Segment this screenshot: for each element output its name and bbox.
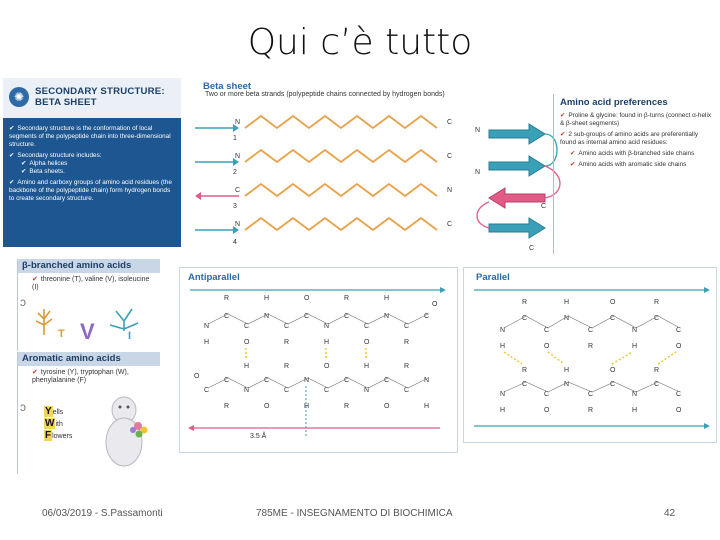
svg-text:C: C: [588, 327, 594, 334]
parallel-structure: [464, 268, 716, 442]
zigzag-strand: [245, 218, 437, 230]
svg-text:H: H: [424, 403, 430, 410]
beta-sheet-heading: Beta sheet: [203, 81, 252, 92]
aromatic-text: tyrosine (Y), tryptophan (W), phenylalanine (F): [32, 369, 129, 384]
svg-text:C: C: [324, 387, 330, 394]
antiparallel-panel: [179, 267, 458, 453]
svg-text:O: O: [244, 339, 250, 346]
antiparallel-title: Antiparallel: [188, 272, 240, 283]
svg-text:C: C: [424, 313, 430, 320]
svg-text:C: C: [676, 391, 682, 398]
check-icon: ✔: [9, 179, 15, 186]
svg-text:C: C: [522, 315, 528, 322]
slide-title: Qui c’è tutto: [247, 22, 473, 63]
svg-text:H: H: [564, 299, 570, 306]
svg-text:C: C: [224, 313, 230, 320]
check-icon: ✔: [32, 369, 38, 376]
sheet-arrow-model: [475, 124, 560, 252]
amino-acid-preferences-panel: [553, 94, 716, 254]
svg-text:H: H: [564, 367, 570, 374]
strand-number: 1: [233, 135, 237, 142]
sheet-arrow-up: [489, 218, 545, 238]
distance-label: 3.5 Å: [250, 433, 267, 440]
svg-text:C: C: [544, 327, 550, 334]
letter-i: I: [128, 330, 132, 342]
check-icon: ✔: [32, 276, 38, 283]
strand-end: N: [447, 187, 453, 194]
svg-text:C: C: [404, 323, 410, 330]
aromatic-panel: [17, 352, 160, 474]
strand-end: C: [447, 153, 453, 160]
strand-start: N: [235, 221, 241, 228]
svg-text:R: R: [654, 299, 660, 306]
svg-text:C: C: [384, 377, 390, 384]
svg-text:C: C: [224, 377, 230, 384]
svg-text:C: C: [676, 327, 682, 334]
svg-text:C: C: [284, 387, 290, 394]
svg-text:C: C: [654, 315, 660, 322]
aromatic-heading: Aromatic amino acids: [18, 352, 160, 366]
svg-text:C: C: [654, 381, 660, 388]
strand-start: C: [235, 187, 241, 194]
svg-text:H: H: [384, 295, 390, 302]
strand-number: 4: [233, 239, 237, 246]
preference-point-2: 2 sub-groups of amino acids are preferentially found as internal amino acid residues:: [560, 131, 699, 146]
svg-text:R: R: [344, 295, 350, 302]
parallel-title: Parallel: [476, 272, 510, 283]
page-number: 42: [664, 508, 676, 519]
beta-branched-text: threonine (T), valine (V), isoleucine (I): [32, 276, 150, 291]
svg-text:O: O: [432, 301, 438, 308]
sheet-arrow-up: [489, 156, 545, 176]
svg-text:C: C: [364, 323, 370, 330]
svg-text:H: H: [364, 363, 370, 370]
beta-branched-panel: [17, 259, 160, 351]
svg-text:C: C: [544, 391, 550, 398]
svg-text:N: N: [324, 323, 330, 330]
svg-text:N: N: [564, 381, 570, 388]
svg-text:R: R: [344, 403, 350, 410]
svg-text:H: H: [304, 403, 310, 410]
sheet-label: N: [475, 127, 481, 134]
check-icon: ✔: [560, 112, 566, 119]
beta-sheet-description: Two or more beta strands (polypeptide chains connected by hydrogen bonds): [205, 91, 445, 98]
svg-text:O: O: [304, 295, 310, 302]
check-icon: ✔: [9, 125, 15, 132]
strand-row-2: [195, 150, 452, 176]
tree-icons: [32, 303, 152, 343]
strand-row-4: [195, 218, 452, 246]
preference-sub-1: Amino acids with β-branched side chains: [578, 150, 695, 157]
svg-text:N: N: [204, 323, 210, 330]
svg-text:R: R: [588, 343, 594, 350]
letter-v: V: [80, 319, 95, 343]
tree-icon: [110, 309, 138, 331]
svg-text:N: N: [564, 315, 570, 322]
check-icon: ✔: [570, 150, 576, 157]
ss-point-3: Amino and carboxy groups of amino acid residues (the backbone of the polypeptide chain) form hydrogen bonds to create secondary structure.: [9, 179, 172, 202]
svg-text:C: C: [344, 377, 350, 384]
preference-point-1: Proline & glycine: found in β-turns (connect α-helix & β-sheet segments): [560, 112, 712, 127]
tree-icon: [36, 309, 52, 335]
svg-text:N: N: [304, 377, 310, 384]
svg-text:N: N: [500, 327, 506, 334]
svg-text:O: O: [676, 343, 682, 350]
svg-text:R: R: [522, 299, 528, 306]
strand-start: N: [235, 119, 241, 126]
check-icon: ✔: [21, 168, 27, 175]
svg-text:H: H: [500, 343, 506, 350]
svg-text:O: O: [384, 403, 390, 410]
check-icon: ✔: [9, 152, 15, 159]
strand-start: N: [235, 153, 241, 160]
sheet-label: N: [475, 169, 481, 176]
ss-sub-1: Alpha helices: [29, 160, 68, 167]
svg-text:H: H: [244, 363, 250, 370]
check-icon: ✔: [570, 161, 576, 168]
aromatic-mnemonic: Yells With Flowers: [45, 406, 73, 441]
svg-text:O: O: [676, 407, 682, 414]
svg-text:O: O: [610, 299, 616, 306]
svg-text:C: C: [284, 323, 290, 330]
svg-text:C: C: [588, 391, 594, 398]
svg-text:N: N: [632, 327, 638, 334]
check-icon: ✔: [560, 131, 566, 138]
svg-text:R: R: [404, 339, 410, 346]
svg-text:C: C: [610, 315, 616, 322]
svg-text:C: C: [522, 381, 528, 388]
antiparallel-structure: [180, 268, 457, 452]
svg-text:O: O: [610, 367, 616, 374]
svg-text:N: N: [364, 387, 370, 394]
svg-text:R: R: [588, 407, 594, 414]
sheet-arrow-down: [489, 188, 545, 208]
footer-date: 06/03/2019 - S.Passamonti: [42, 508, 163, 519]
svg-text:C: C: [610, 381, 616, 388]
svg-text:H: H: [632, 343, 638, 350]
strand-row-3: [195, 184, 452, 210]
ss-sub-2: Beta sheets.: [29, 168, 65, 175]
strand-end: C: [447, 119, 453, 126]
svg-text:O: O: [194, 373, 200, 380]
ss-point-2: Secondary structure includes:: [17, 152, 102, 159]
svg-text:C: C: [304, 313, 310, 320]
svg-text:H: H: [500, 407, 506, 414]
yeti-illustration-icon: [94, 392, 154, 472]
preferences-heading: Amino acid preferences: [560, 97, 668, 108]
svg-text:R: R: [224, 403, 230, 410]
mnemonic-letter-f: F: [45, 430, 52, 441]
zigzag-strand: [245, 116, 437, 128]
svg-text:O: O: [544, 407, 550, 414]
svg-text:O: O: [324, 363, 330, 370]
strand-number: 3: [233, 203, 237, 210]
svg-text:C: C: [404, 387, 410, 394]
hydrogen-bonds: [246, 348, 366, 360]
beta-sheet-figure: [3, 78, 715, 474]
svg-text:C: C: [204, 387, 210, 394]
mnemonic-letter-w: W: [45, 418, 55, 429]
svg-text:O: O: [544, 343, 550, 350]
dna-logo-icon: ✺: [9, 87, 29, 107]
svg-text:C: C: [264, 377, 270, 384]
svg-text:N: N: [424, 377, 430, 384]
svg-text:H: H: [204, 339, 210, 346]
hydrogen-bonds: [504, 352, 676, 364]
svg-text:O: O: [364, 339, 370, 346]
zigzag-strand: [245, 150, 437, 162]
strand-number: 2: [233, 169, 237, 176]
svg-text:C: C: [344, 313, 350, 320]
secondary-structure-panel: [3, 78, 181, 247]
parallel-panel: [463, 267, 717, 443]
svg-text:R: R: [284, 339, 290, 346]
hook-icon: ↄ: [20, 400, 26, 414]
svg-text:N: N: [384, 313, 390, 320]
strand-row-1: [195, 116, 452, 142]
svg-text:H: H: [324, 339, 330, 346]
footer-course: 785ME - INSEGNAMENTO DI BIOCHIMICA: [256, 508, 453, 519]
strand-end: C: [447, 221, 453, 228]
sheet-arrow-up: [489, 124, 545, 144]
svg-text:R: R: [404, 363, 410, 370]
check-icon: ✔: [21, 160, 27, 167]
sheet-label: C: [529, 245, 535, 252]
secondary-structure-title: SECONDARY STRUCTURE:: [35, 86, 165, 97]
zigzag-strand: [245, 184, 437, 196]
svg-text:N: N: [500, 391, 506, 398]
svg-text:O: O: [264, 403, 270, 410]
svg-text:H: H: [632, 407, 638, 414]
sheet-label: C: [541, 203, 547, 210]
secondary-structure-header: [3, 78, 181, 118]
svg-text:R: R: [284, 363, 290, 370]
svg-text:N: N: [264, 313, 270, 320]
svg-text:R: R: [654, 367, 660, 374]
svg-text:H: H: [264, 295, 270, 302]
svg-text:N: N: [244, 387, 250, 394]
mnemonic-letter-y: Y: [45, 406, 52, 417]
svg-text:N: N: [632, 391, 638, 398]
svg-text:R: R: [224, 295, 230, 302]
ss-point-1: Secondary structure is the conformation of local segments of the polypeptide chain into three-dimensional structure.: [9, 125, 171, 148]
secondary-structure-subtitle: BETA SHEET: [35, 97, 97, 108]
svg-text:C: C: [244, 323, 250, 330]
letter-t: T: [58, 328, 65, 340]
hook-icon: ↄ: [20, 295, 26, 309]
preference-sub-2: Amino acids with aromatic side chains: [578, 161, 687, 168]
svg-text:R: R: [522, 367, 528, 374]
beta-branched-heading: β-branched amino acids: [18, 259, 160, 273]
